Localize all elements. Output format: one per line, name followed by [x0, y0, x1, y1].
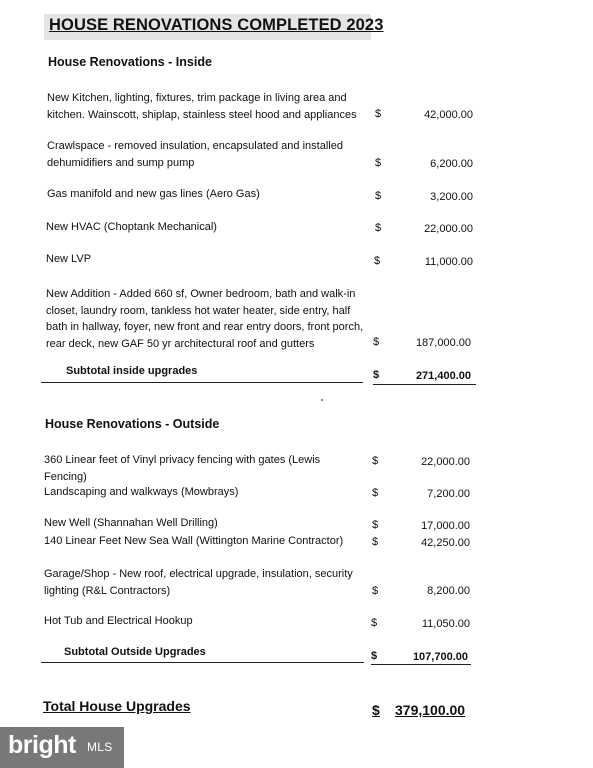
inside-item-5-desc: New Addition - Added 660 sf, Owner bedroom, bath and walk-in closet, laundry room, tankless hot water heater, side entry, half bath in hallway, foyer, new front and rear entry doors, front porch, rear deck, new GAF 50 yr architectural roof and gutters — [46, 288, 364, 350]
inside-item-2-currency: $ — [375, 190, 382, 202]
outside-item-0-currency: $ — [372, 455, 379, 467]
outside-subtotal-currency: $ — [371, 650, 378, 662]
inside-item-5-amount: 187,000.00 — [415, 337, 471, 349]
outside-item-5-desc: Hot Tub and Electrical Hookup — [44, 615, 193, 627]
watermark-suffix: MLS — [87, 740, 113, 754]
inside-subtotal-underline — [41, 382, 363, 383]
outside-item-2-desc: New Well (Shannahan Well Drilling) — [44, 517, 218, 529]
outside-subtotal-label: Subtotal Outside Upgrades — [64, 646, 206, 658]
inside-item-3-amount: 22,000.00 — [424, 223, 473, 235]
outside-item-2-currency: $ — [372, 519, 379, 531]
scan-speck — [321, 399, 323, 401]
inside-item-4-amount: 11,000.00 — [424, 256, 473, 268]
inside-item-1-desc: Crawlspace - removed insulation, encapsulated and installed dehumidifiers and sump pump — [47, 140, 343, 169]
inside-subtotal-label: Subtotal inside upgrades — [66, 365, 198, 377]
inside-subtotal-amount-underline — [373, 384, 476, 385]
inside-item-4-currency: $ — [374, 255, 381, 267]
outside-item-5-currency: $ — [371, 617, 378, 629]
outside-subtotal-amount-underline — [371, 664, 471, 665]
outside-item-3-desc: 140 Linear Feet New Sea Wall (Wittington Marine Contractor) — [44, 535, 344, 547]
outside-item-4-amount: 8,200.00 — [427, 585, 470, 597]
outside-item-4-desc: Garage/Shop - New roof, electrical upgrade, insulation, security lighting (R&L Contractors) — [44, 568, 353, 597]
inside-item-3-currency: $ — [375, 222, 382, 234]
inside-subtotal-amount: 271,400.00 — [415, 370, 471, 382]
inside-item-0-desc: New Kitchen, lighting, fixtures, trim package in living area and kitchen. Wainscott, shiplap, stainless steel hood and appliances — [47, 92, 357, 121]
outside-item-3-amount: 42,250.00 — [421, 537, 470, 549]
outside-item-5-amount: 11,050.00 — [421, 618, 470, 630]
total-amount: 379,100.00 — [395, 702, 466, 718]
inside-item-1-currency: $ — [375, 157, 382, 169]
inside-item-5-currency: $ — [373, 336, 380, 348]
outside-item-2-amount: 17,000.00 — [421, 520, 470, 532]
outside-item-4-currency: $ — [372, 585, 379, 597]
inside-subtotal-currency: $ — [373, 369, 380, 381]
inside-item-3-desc: New HVAC (Choptank Mechanical) — [46, 221, 217, 233]
inside-item-0-amount: 42,000.00 — [424, 109, 473, 121]
inside-item-4-desc: New LVP — [46, 253, 92, 265]
outside-item-1-currency: $ — [372, 487, 379, 499]
outside-item-1-desc: Landscaping and walkways (Mowbrays) — [44, 486, 239, 498]
watermark-brand: bright — [8, 731, 76, 759]
inside-item-2-amount: 3,200.00 — [430, 191, 473, 203]
inside-item-2-desc: Gas manifold and new gas lines (Aero Gas) — [47, 188, 260, 200]
inside-item-0-currency: $ — [375, 108, 382, 120]
outside-item-3-currency: $ — [372, 536, 379, 548]
inside-item-1-amount: 6,200.00 — [430, 158, 473, 170]
inside-section-heading: House Renovations - Inside — [48, 55, 212, 69]
outside-item-1-amount: 7,200.00 — [427, 488, 470, 500]
total-label: Total House Upgrades — [43, 698, 191, 714]
bright-mls-watermark — [0, 727, 124, 768]
outside-item-0-amount: 22,000.00 — [421, 456, 470, 468]
total-currency: $ — [372, 702, 380, 718]
outside-subtotal-amount: 107,700.00 — [412, 651, 468, 663]
outside-item-0-desc: 360 Linear feet of Vinyl privacy fencing with gates (Lewis Fencing) — [44, 454, 321, 483]
document-title: HOUSE RENOVATIONS COMPLETED 2023 — [49, 16, 384, 34]
outside-subtotal-underline — [41, 662, 364, 663]
outside-section-heading: House Renovations - Outside — [45, 417, 220, 431]
